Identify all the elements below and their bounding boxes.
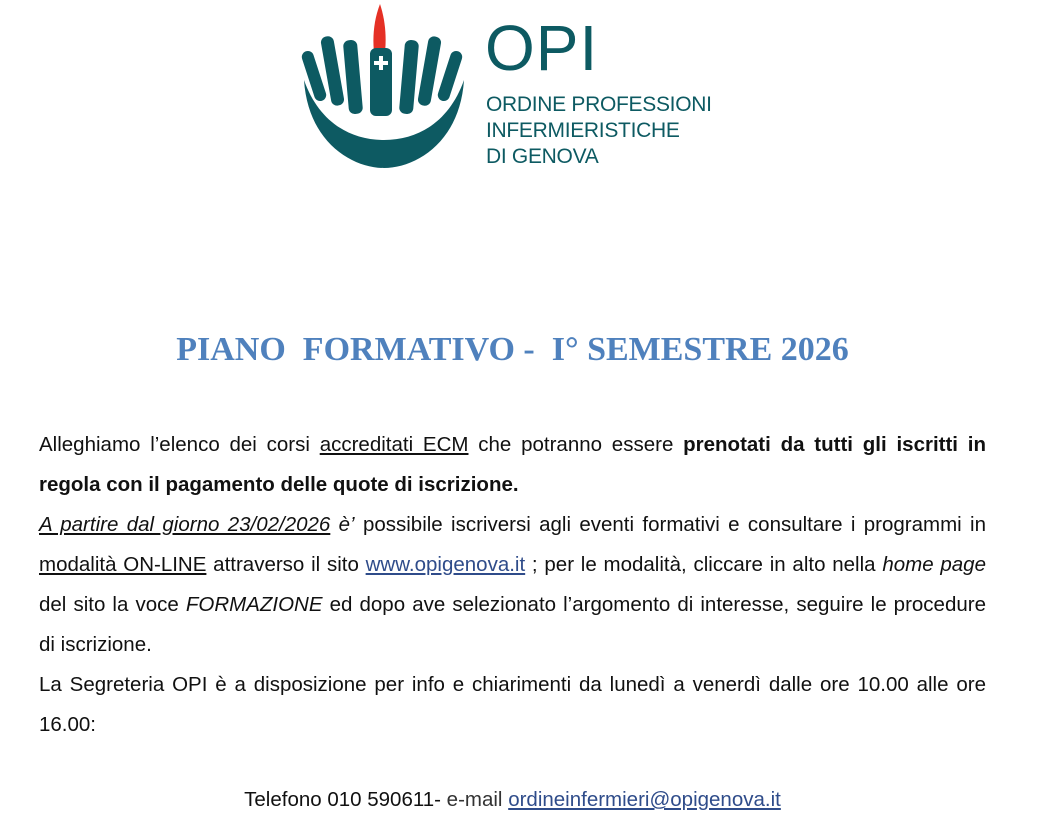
website-link[interactable]: www.opigenova.it: [365, 553, 526, 576]
document-body: [39, 425, 986, 745]
formazione-text: FORMAZIONE: [185, 593, 323, 616]
online-mode-text: modalità ON-LINE: [39, 553, 207, 576]
intro-text-2: che potranno essere: [468, 433, 684, 456]
logo-line-2: INFERMIERISTICHE: [486, 119, 680, 142]
document-title: PIANO FORMATIVO - I° SEMESTRE 2026: [176, 331, 849, 368]
start-date-text: A partire dal giorno 23/02/2026: [39, 513, 331, 536]
registration-requirement-text: prenotati da tutti gli iscritti in regola con il pagamento delle quote di iscrizione.: [39, 433, 987, 496]
email-link[interactable]: ordineinfermieri@opigenova.it: [508, 788, 781, 811]
online-text-verb: è’: [330, 513, 355, 536]
logo-line-3: DI GENOVA: [486, 145, 599, 168]
online-text-3: ; per le modalità, cliccare in alto nella: [525, 553, 883, 576]
online-text-5: ed dopo ave selezionato l’argomento di interesse, seguire le procedure di iscrizione.: [39, 593, 986, 656]
online-text-2: attraverso il sito: [206, 553, 366, 576]
logo-acronym: OPI: [485, 12, 599, 84]
paragraph-secretariat: La Segreteria OPI è a disposizione per info e chiarimenti da lunedì a venerdì dalle ore 10.00 alle ore 16.00:: [39, 673, 986, 736]
logo-line-1: ORDINE PROFESSIONI: [486, 93, 712, 116]
home-page-text: home page: [882, 553, 986, 576]
paragraph-online: [39, 505, 986, 665]
ecm-accredited-text: accreditati ECM: [319, 433, 469, 456]
paragraph-intro: [39, 425, 986, 505]
email-label: e-mail: [446, 788, 509, 811]
online-text-4: del sito la voce: [39, 593, 186, 616]
intro-text-1: Alleghiamo l’elenco dei corsi: [39, 433, 320, 456]
online-text-1: possibile iscriversi agli eventi formativi e consultare i programmi in: [354, 513, 986, 536]
opi-logo: [300, 2, 740, 172]
opi-hands-icon: [300, 2, 468, 170]
phone-text: Telefono 010 590611-: [244, 788, 447, 811]
contact-line: [0, 785, 1025, 815]
